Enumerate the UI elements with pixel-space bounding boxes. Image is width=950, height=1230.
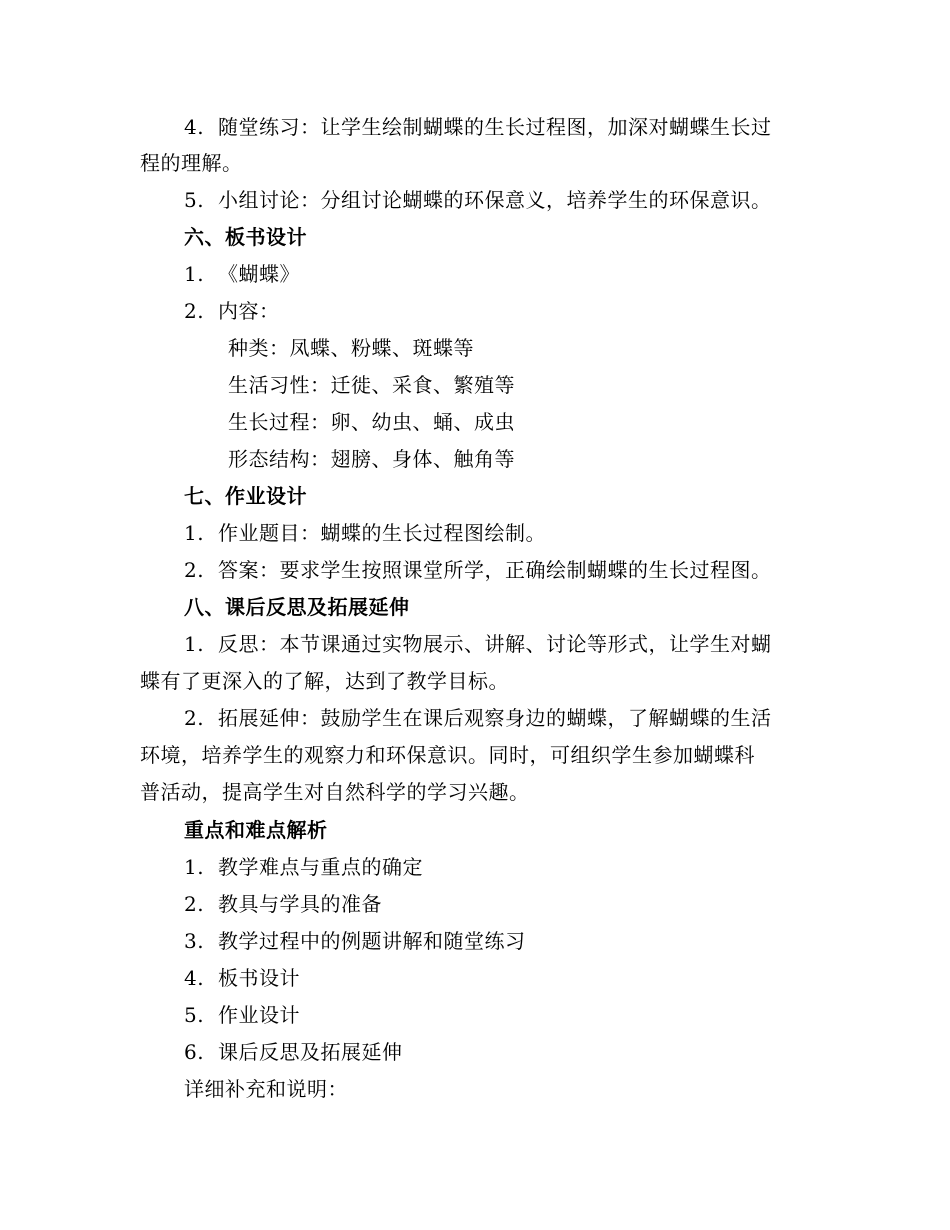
list-number: 1. xyxy=(184,521,205,545)
list-item xyxy=(184,1038,403,1066)
list-text: 教具与学具的准备 xyxy=(218,892,382,916)
list-number: 3. xyxy=(184,929,205,953)
paragraph-practice xyxy=(184,113,772,141)
list-text: 《蝴蝶》 xyxy=(218,262,300,286)
board-sub-item: 形态结构：翅膀、身体、触角等 xyxy=(228,447,515,471)
paragraph-extension xyxy=(184,704,772,732)
list-number: 2. xyxy=(184,706,205,730)
list-number: 5. xyxy=(184,1003,205,1027)
board-sub-item: 生长过程：卵、幼虫、蛹、成虫 xyxy=(228,410,515,434)
list-number: 2. xyxy=(184,892,205,916)
paragraph-continuation: 蝶有了更深入的了解，达到了教学目标。 xyxy=(140,669,509,693)
list-text: 内容： xyxy=(218,299,280,323)
list-item xyxy=(184,519,546,547)
list-number: 1. xyxy=(184,262,205,286)
paragraph-text: 反思：本节课通过实物展示、讲解、讨论等形式，让学生对蝴 xyxy=(218,632,772,656)
list-number: 5. xyxy=(184,188,205,212)
list-text: 板书设计 xyxy=(218,966,300,990)
paragraph-continuation: 普活动，提高学生对自然科学的学习兴趣。 xyxy=(140,780,530,804)
list-number: 1. xyxy=(184,855,205,879)
list-number: 1. xyxy=(184,632,205,656)
list-number: 2. xyxy=(184,299,205,323)
board-sub-item: 种类：凤蝶、粉蝶、斑蝶等 xyxy=(228,336,474,360)
list-item xyxy=(184,260,300,288)
paragraph-text: 小组讨论：分组讨论蝴蝶的环保意义，培养学生的环保意识。 xyxy=(218,188,772,212)
paragraph-text: 拓展延伸：鼓励学生在课后观察身边的蝴蝶，了解蝴蝶的生活 xyxy=(218,706,772,730)
board-sub-item: 生活习性：迁徙、采食、繁殖等 xyxy=(228,373,515,397)
list-number: 4. xyxy=(184,966,205,990)
paragraph-reflection xyxy=(184,630,772,658)
paragraph-text: 随堂练习：让学生绘制蝴蝶的生长过程图，加深对蝴蝶生长过 xyxy=(218,115,772,139)
list-item xyxy=(184,927,526,955)
list-number: 2. xyxy=(184,558,205,582)
list-text: 教学过程中的例题讲解和随堂练习 xyxy=(218,929,526,953)
paragraph-discussion xyxy=(184,186,772,214)
detail-heading: 详细补充和说明： xyxy=(184,1077,348,1101)
paragraph-continuation: 环境，培养学生的观察力和环保意识。同时，可组织学生参加蝴蝶科 xyxy=(140,743,755,767)
section-heading-board: 六、板书设计 xyxy=(184,225,307,249)
list-item xyxy=(184,853,423,881)
list-text: 作业设计 xyxy=(218,1003,300,1027)
list-item xyxy=(184,964,300,992)
list-number: 4. xyxy=(184,115,205,139)
list-text: 课后反思及拓展延伸 xyxy=(218,1040,403,1064)
section-heading-homework: 七、作业设计 xyxy=(184,484,307,508)
list-number: 6. xyxy=(184,1040,205,1064)
section-heading-key-points: 重点和难点解析 xyxy=(184,818,328,842)
list-item xyxy=(184,1001,300,1029)
list-text: 教学难点与重点的确定 xyxy=(218,855,423,879)
section-heading-reflection: 八、课后反思及拓展延伸 xyxy=(184,595,410,619)
list-item xyxy=(184,297,280,325)
list-item xyxy=(184,556,772,584)
list-text: 作业题目：蝴蝶的生长过程图绘制。 xyxy=(218,521,546,545)
list-text: 答案：要求学生按照课堂所学，正确绘制蝴蝶的生长过程图。 xyxy=(218,558,772,582)
paragraph-continuation: 程的理解。 xyxy=(140,151,243,175)
list-item xyxy=(184,890,382,918)
